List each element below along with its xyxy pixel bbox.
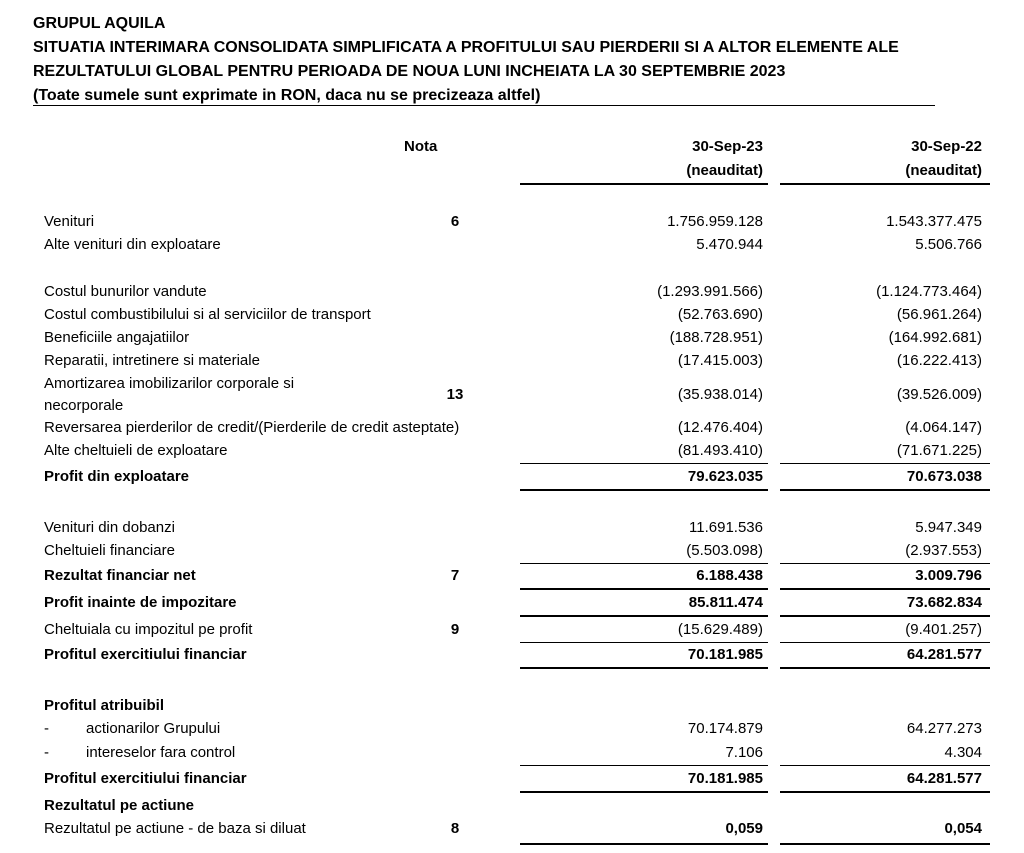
row-note: 8: [450, 820, 460, 837]
row-label: Cheltuiala cu impozitul pe profit: [44, 621, 253, 638]
row-value-2023: (52.763.690): [677, 306, 763, 323]
row-label: Beneficiile angajatiilor: [44, 329, 190, 346]
total-rule: [780, 667, 990, 669]
row-label: Profitul exercitiului financiar: [44, 770, 247, 787]
row-value-2022: 0,054: [944, 820, 982, 837]
total-rule: [520, 843, 768, 845]
row-value-2023: 11.691.536: [689, 519, 763, 536]
header-underline: [33, 105, 935, 106]
row-value-2022: (9.401.257): [905, 621, 982, 638]
row-label: intereselor fara control: [86, 744, 236, 761]
row-label: actionarilor Grupului: [86, 720, 221, 737]
row-value-2022: 3.009.796: [915, 567, 982, 584]
row-value-2023: 6.188.438: [696, 567, 763, 584]
total-rule: [780, 489, 990, 491]
col1-date-header: 30-Sep-23: [692, 138, 763, 155]
col2-date-header: 30-Sep-22: [911, 138, 982, 155]
col1-header-rule: [520, 183, 768, 185]
row-bullet: -: [44, 744, 49, 761]
row-value-2022: 5.506.766: [915, 236, 982, 253]
row-value-2023: (81.493.410): [677, 442, 763, 459]
row-value-2022: (16.222.413): [896, 352, 982, 369]
row-note: 7: [450, 567, 460, 584]
row-label: Alte venituri din exploatare: [44, 236, 221, 253]
row-note: 9: [450, 621, 460, 638]
row-label: Venituri din dobanzi: [44, 519, 175, 536]
subtotal-rule: [520, 463, 768, 464]
row-bullet: -: [44, 720, 49, 737]
row-value-2022: 64.277.273: [906, 720, 982, 737]
total-rule: [780, 588, 990, 590]
total-rule: [520, 791, 768, 793]
row-label: Profitul exercitiului financiar: [44, 646, 247, 663]
report-title-line-1: SITUATIA INTERIMARA CONSOLIDATA SIMPLIFICATA A PROFITULUI SAU PIERDERII SI A ALTOR ELEMENTE ALE: [33, 39, 899, 56]
row-label: Costul bunurilor vandute: [44, 283, 207, 300]
row-value-2023: (5.503.098): [686, 542, 763, 559]
row-value-2023: 85.811.474: [688, 594, 763, 611]
subtotal-rule: [780, 642, 990, 643]
total-rule: [780, 843, 990, 845]
row-label: Costul combustibilului si al serviciilor de transport: [44, 306, 371, 323]
subtotal-rule: [520, 765, 768, 766]
nota-column-header: Nota: [404, 138, 438, 155]
row-value-2023: 70.174.879: [687, 720, 763, 737]
row-value-2022: (2.937.553): [905, 542, 982, 559]
row-value-2023: 1.756.959.128: [667, 213, 763, 230]
row-note: 6: [450, 213, 460, 230]
total-rule: [780, 615, 990, 617]
row-label: Reversarea pierderilor de credit/(Pierderile de credit asteptate): [44, 419, 460, 436]
row-value-2023: 7.106: [725, 744, 763, 761]
subtotal-rule: [780, 563, 990, 564]
company-name: GRUPUL AQUILA: [33, 15, 166, 32]
row-value-2023: 79.623.035: [687, 468, 763, 485]
row-value-2022: 5.947.349: [915, 519, 982, 536]
row-value-2022: 70.673.038: [906, 468, 982, 485]
row-value-2023: (1.293.991.566): [657, 283, 763, 300]
section-label: Profitul atribuibil: [44, 697, 164, 714]
row-value-2022: 4.304: [944, 744, 982, 761]
row-value-2022: (39.526.009): [896, 386, 982, 403]
subtotal-rule: [780, 765, 990, 766]
subtotal-rule: [780, 463, 990, 464]
row-value-2022: 64.281.577: [906, 646, 982, 663]
row-value-2023: 0,059: [725, 820, 763, 837]
row-label: Rezultat financiar net: [44, 567, 196, 584]
row-label: Cheltuieli financiare: [44, 542, 175, 559]
row-label: Reparatii, intretinere si materiale: [44, 352, 260, 369]
row-value-2022: (71.671.225): [896, 442, 982, 459]
row-label: Amortizarea imobilizarilor corporale si: [44, 375, 295, 392]
total-rule: [520, 489, 768, 491]
row-value-2023: (35.938.014): [677, 386, 763, 403]
col2-status-header: (neauditat): [905, 162, 982, 179]
row-value-2022: 1.543.377.475: [886, 213, 982, 230]
row-value-2023: (17.415.003): [677, 352, 763, 369]
row-value-2022: 64.281.577: [906, 770, 982, 787]
row-value-2023: (188.728.951): [669, 329, 763, 346]
col2-header-rule: [780, 183, 990, 185]
row-label: Alte cheltuieli de exploatare: [44, 442, 228, 459]
row-value-2023: 70.181.985: [687, 646, 763, 663]
subtotal-rule: [520, 642, 768, 643]
total-rule: [520, 588, 768, 590]
row-value-2023: 70.181.985: [687, 770, 763, 787]
row-label-continuation: necorporale: [44, 397, 124, 414]
row-label: Profit din exploatare: [44, 468, 190, 485]
report-subtitle: (Toate sumele sunt exprimate in RON, daca nu se precizeaza altfel): [33, 87, 541, 104]
section-label: Rezultatul pe actiune: [44, 797, 195, 814]
total-rule: [520, 667, 768, 669]
row-value-2022: (164.992.681): [888, 329, 982, 346]
subtotal-rule: [520, 563, 768, 564]
row-label: Rezultatul pe actiune - de baza si diluat: [44, 820, 306, 837]
row-value-2022: (1.124.773.464): [876, 283, 982, 300]
report-title-line-2: REZULTATULUI GLOBAL PENTRU PERIOADA DE NOUA LUNI INCHEIATA LA 30 SEPTEMBRIE 2023: [33, 63, 786, 80]
col1-status-header: (neauditat): [686, 162, 763, 179]
row-label: Profit inainte de impozitare: [44, 594, 237, 611]
row-value-2022: (56.961.264): [896, 306, 982, 323]
row-value-2023: 5.470.944: [696, 236, 763, 253]
row-value-2023: (12.476.404): [677, 419, 763, 436]
row-note: 13: [446, 386, 464, 403]
row-value-2022: (4.064.147): [905, 419, 982, 436]
total-rule: [780, 791, 990, 793]
row-value-2022: 73.682.834: [906, 594, 982, 611]
row-label: Venituri: [44, 213, 95, 230]
total-rule: [520, 615, 768, 617]
row-value-2023: (15.629.489): [677, 621, 763, 638]
